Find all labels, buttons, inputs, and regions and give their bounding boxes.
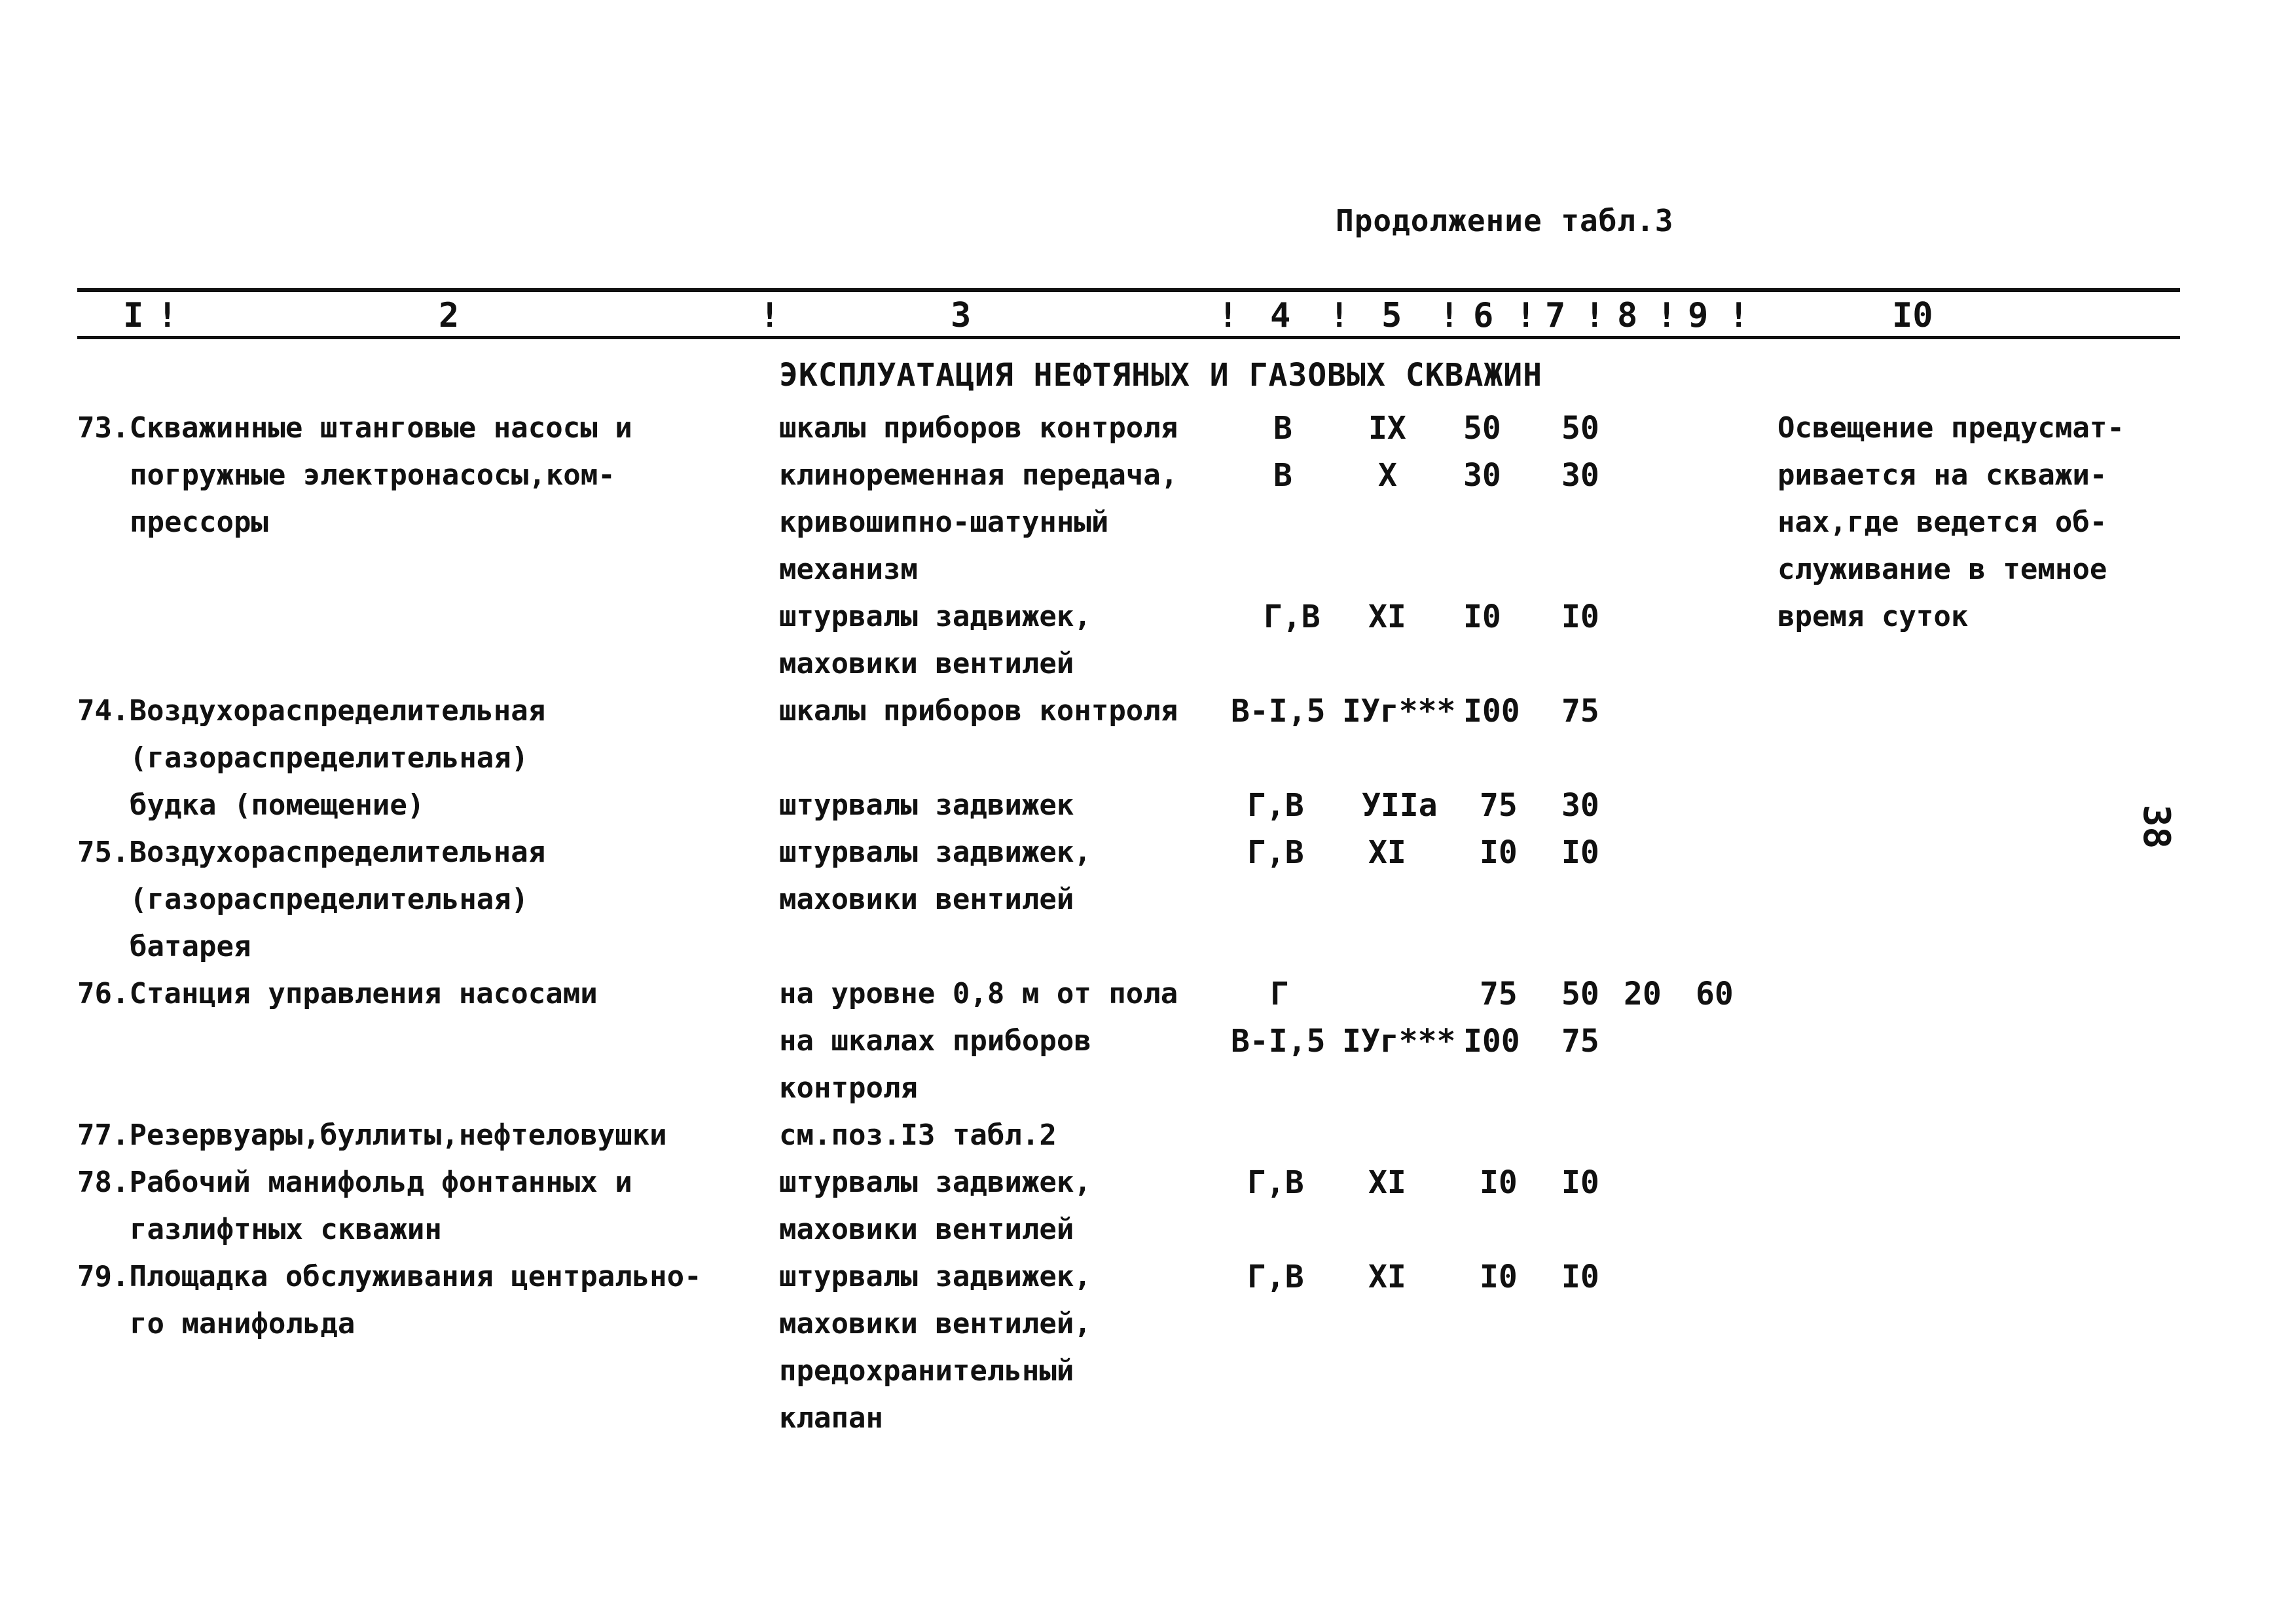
note-text: ривается на скважи-	[1777, 458, 2107, 492]
header-separator: !	[1439, 296, 1460, 335]
category-value: IУг***	[1342, 1023, 1456, 1060]
illuminance-value: I0	[1561, 1164, 1599, 1201]
category-value: XI	[1368, 1164, 1406, 1201]
place-text: контроля	[779, 1071, 918, 1105]
place-text: маховики вентилей	[779, 647, 1074, 680]
note-text: нах,где ведется об-	[1777, 506, 2107, 539]
row-name: 73.Скважинные штанговые насосы и	[77, 411, 632, 445]
light-source-value: Г	[1270, 976, 1289, 1012]
illuminance-value: I00	[1463, 1023, 1520, 1060]
illuminance-value: 75	[1480, 976, 1518, 1012]
place-text: штурвалы задвижек,	[779, 1260, 1091, 1293]
place-text: клиноременная передача,	[779, 458, 1178, 492]
header-separator: !	[157, 296, 178, 335]
light-source-value: Г,В	[1247, 1259, 1304, 1295]
note-text: Освещение предусмат-	[1777, 411, 2124, 445]
row-name: батарея	[130, 930, 251, 963]
illuminance-value: I0	[1480, 834, 1518, 871]
illuminance-value: I0	[1480, 1259, 1518, 1295]
row-name: 77.Резервуары,буллиты,нефтеловушки	[77, 1118, 667, 1152]
header-separator: !	[1656, 296, 1677, 335]
illuminance-value: I0	[1561, 599, 1599, 635]
light-source-value: В	[1273, 457, 1292, 494]
header-col-1: I	[123, 296, 144, 335]
row-name: 75.Воздухораспределительная	[77, 836, 546, 869]
note-text: служивание в темное	[1777, 553, 2107, 586]
row-name: будка (помещение)	[130, 788, 425, 822]
light-source-value: Г,В	[1264, 599, 1321, 635]
place-text: маховики вентилей,	[779, 1307, 1091, 1340]
illuminance-value: I0	[1463, 599, 1501, 635]
note-text: время суток	[1777, 600, 1969, 633]
illuminance-value: I0	[1561, 1259, 1599, 1295]
category-value: XI	[1368, 599, 1406, 635]
category-value: XI	[1368, 834, 1406, 871]
place-text: маховики вентилей	[779, 1213, 1074, 1246]
header-col-10: I0	[1892, 296, 1933, 335]
header-col-2: 2	[439, 296, 460, 335]
illuminance-value: 30	[1561, 787, 1599, 824]
row-name: прессоры	[130, 506, 268, 539]
light-source-value: Г,В	[1247, 787, 1304, 824]
header-separator: !	[1584, 296, 1605, 335]
place-text: на уровне 0,8 м от пола	[779, 977, 1178, 1010]
place-text: кривошипно-шатунный	[779, 506, 1109, 539]
category-value: IУг***	[1342, 693, 1456, 729]
light-source-value: Г,В	[1247, 834, 1304, 871]
header-col-7: 7	[1545, 296, 1566, 335]
header-separator: !	[1329, 296, 1350, 335]
header-col-6: 6	[1473, 296, 1494, 335]
illuminance-value: 50	[1561, 976, 1599, 1012]
place-text: шкалы приборов контроля	[779, 411, 1178, 445]
illuminance-value: 75	[1561, 1023, 1599, 1060]
place-text: шкалы приборов контроля	[779, 694, 1178, 728]
header-separator: !	[759, 296, 780, 335]
row-name: 74.Воздухораспределительная	[77, 694, 546, 728]
header-col-8: 8	[1617, 296, 1638, 335]
category-value: УIIа	[1362, 787, 1438, 824]
illuminance-value: 75	[1480, 787, 1518, 824]
place-text: штурвалы задвижек,	[779, 836, 1091, 869]
table-top-rule	[77, 288, 2180, 292]
row-name: (газораспределительная)	[130, 883, 529, 916]
illuminance-value: I0	[1480, 1164, 1518, 1201]
row-name: (газораспределительная)	[130, 741, 529, 775]
illuminance-value: 50	[1561, 410, 1599, 447]
light-source-value: В-I,5	[1231, 1023, 1326, 1060]
category-value: XI	[1368, 1259, 1406, 1295]
place-text: клапан	[779, 1401, 883, 1435]
header-col-5: 5	[1381, 296, 1402, 335]
place-text: предохранительный	[779, 1354, 1074, 1388]
header-separator: !	[1516, 296, 1537, 335]
light-source-value: В-I,5	[1231, 693, 1326, 729]
place-text: маховики вентилей	[779, 883, 1074, 916]
table-header-rule	[77, 336, 2180, 339]
row-name: 79.Площадка обслуживания центрально-	[77, 1260, 702, 1293]
value-col-8: 20	[1624, 976, 1662, 1012]
place-text: штурвалы задвижек	[779, 788, 1074, 822]
light-source-value: В	[1273, 410, 1292, 447]
row-name: го манифольда	[130, 1307, 355, 1340]
illuminance-value: I00	[1463, 693, 1520, 729]
row-name: 78.Рабочий манифольд фонтанных и	[77, 1166, 632, 1199]
header-col-4: 4	[1270, 296, 1291, 335]
row-name: 76.Станция управления насосами	[77, 977, 598, 1010]
value-col-9: 60	[1696, 976, 1734, 1012]
place-text: механизм	[779, 553, 918, 586]
illuminance-value: 30	[1561, 457, 1599, 494]
place-text: штурвалы задвижек,	[779, 1166, 1091, 1199]
illuminance-value: 50	[1463, 410, 1501, 447]
header-separator: !	[1218, 296, 1239, 335]
illuminance-value: 75	[1561, 693, 1599, 729]
table-caption: Продолжение табл.3	[1336, 203, 1674, 238]
place-text: на шкалах приборов	[779, 1024, 1091, 1058]
page-number: 38	[2135, 804, 2178, 849]
header-separator: !	[1728, 296, 1749, 335]
illuminance-value: I0	[1561, 834, 1599, 871]
row-name: погружные электронасосы,ком-	[130, 458, 615, 492]
place-text: штурвалы задвижек,	[779, 600, 1091, 633]
category-value: IX	[1368, 410, 1406, 447]
row-name: газлифтных скважин	[130, 1213, 442, 1246]
light-source-value: Г,В	[1247, 1164, 1304, 1201]
header-col-3: 3	[951, 296, 972, 335]
header-col-9: 9	[1688, 296, 1709, 335]
category-value: X	[1378, 457, 1397, 494]
illuminance-value: 30	[1463, 457, 1501, 494]
place-text: см.поз.I3 табл.2	[779, 1118, 1057, 1152]
section-title: ЭКСПЛУАТАЦИЯ НЕФТЯНЫХ И ГАЗОВЫХ СКВАЖИН	[779, 357, 1543, 394]
